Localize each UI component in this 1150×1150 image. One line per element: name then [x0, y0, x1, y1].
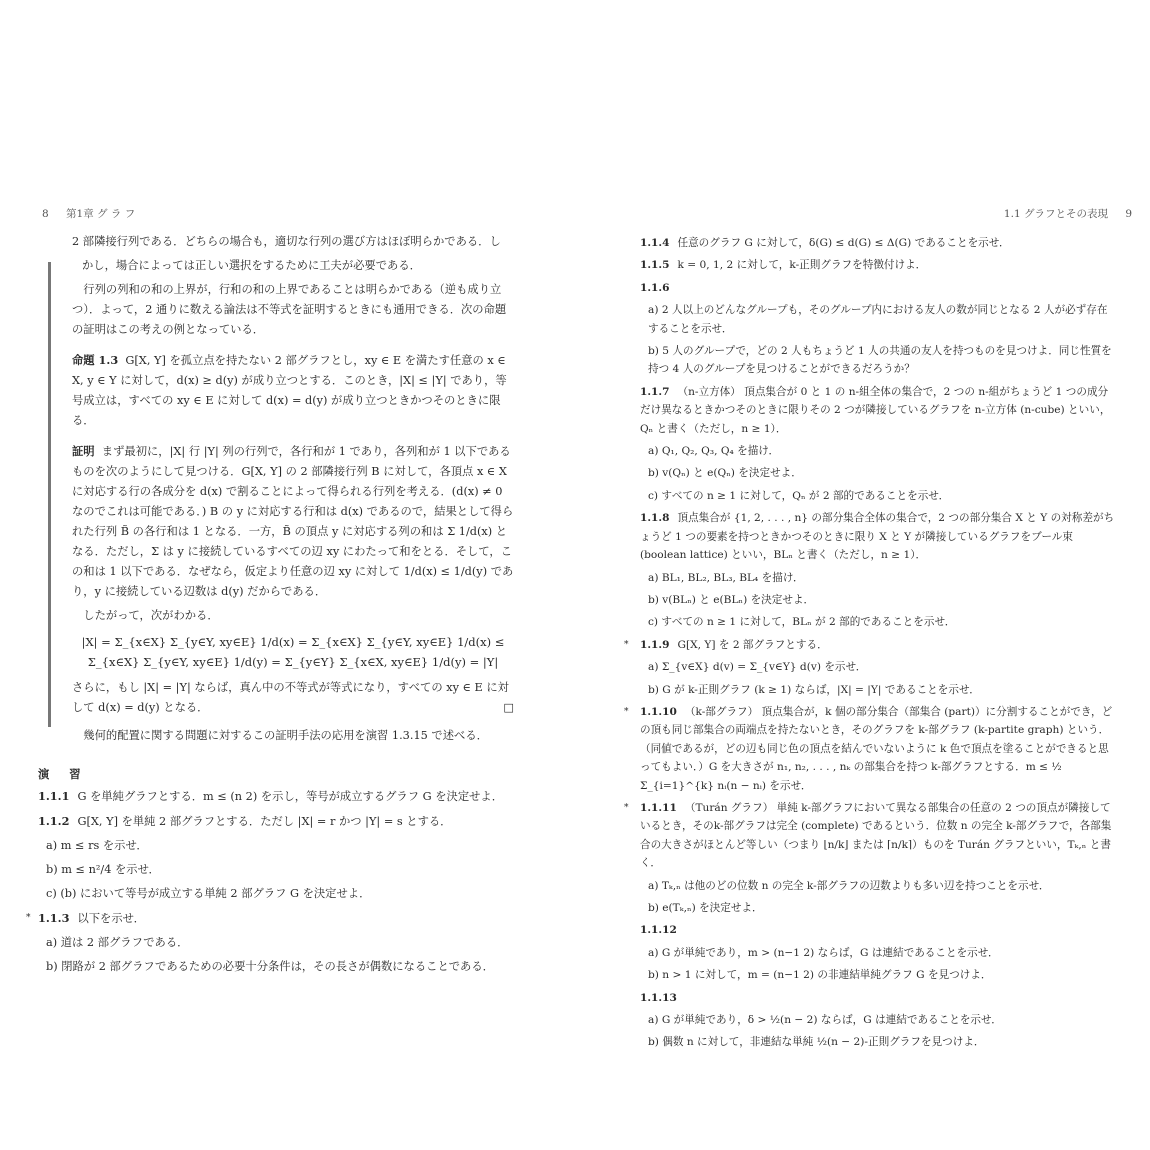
star-marker: *: [624, 802, 629, 813]
proof-therefore: したがって，次がわかる．: [83, 609, 219, 622]
page-number: 9: [1125, 208, 1132, 220]
exercise-number: 1.1.6: [640, 281, 670, 294]
proposition: [72, 350, 514, 431]
exercise: [628, 234, 1118, 252]
exercise-subitem: a) G が単純であり，δ > ½(n − 2) ならば，G は連結であることを示せ．: [648, 1014, 1002, 1027]
exercise-text: G[X, Y] を単純 2 部グラフとする．ただし |X| = r かつ |Y| = s とする．: [77, 815, 452, 828]
exercise-number: 1.1.11: [640, 801, 677, 814]
exercise-text: 任意のグラフ G に対して，δ(G) ≤ d(G) ≤ Δ(G) であることを示せ．: [677, 237, 1010, 249]
qed-symbol: □: [503, 701, 514, 714]
exercise: [30, 786, 520, 807]
exercise: [628, 279, 1118, 379]
exercise-statement: [624, 636, 1118, 654]
exercise-subitem: a) 道は 2 部グラフである．: [46, 936, 189, 949]
exercise-statement: [38, 811, 520, 832]
exercise-subitem: c) すべての n ≥ 1 に対して，BLₙ が 2 部的であることを示せ．: [648, 616, 956, 629]
exercise-text: （Turán グラフ） 単純 k-部グラフにおいて異なる部集合の任意の 2 つの頂点が隣接しているとき，そのk-部グラフは完全 (complete) であるという．位数 n の完全 k-部グラフで，各部集合の大きさがほとんど等しい（つまり ⌊n/k⌋ または ⌈n/k⌉）ものを Turán グラフといい，Tₖ,ₙ と書く．: [640, 801, 1112, 870]
exercise: [628, 921, 1118, 984]
exercise-statement: [640, 256, 1118, 274]
exercise-subitem: a) Q₁, Q₂, Q₃, Q₄ を描け．: [648, 445, 780, 458]
exercise-text: 頂点集合が {1, 2, . . . , n} の部分集合全体の集合で，2 つの部分集合 X と Y の対称差がちょうど 1 つの要素を持つときかつそのときに限り X と Y が隣接しているグラフをブール束 (boolean lattice) といい，BLₙ と書く（ただし，n ≥ 1）．: [640, 512, 1115, 562]
exercises-title: 演 習: [38, 767, 89, 781]
exercise: [624, 636, 1118, 699]
exercise-subitem: a) 2 人以上のどんなグループも，そのグループ内における友人の数が同じとなる 2 人が必ず存在することを示せ．: [648, 304, 1108, 335]
exercise-statement: [640, 383, 1118, 438]
exercise: [628, 509, 1118, 631]
exercise-number: 1.1.10: [640, 705, 677, 718]
exercise-number: 1.1.12: [640, 924, 677, 937]
exercise-subitem: b) 偶数 n に対して，非連結な単純 ½(n − 2)-正則グラフを見つけよ．: [648, 1036, 985, 1049]
exercise-subitem: b) m ≤ n²/4 を示せ．: [46, 863, 160, 876]
exercise-statement: [624, 799, 1118, 873]
exercise-number: 1.1.4: [640, 237, 670, 249]
intro-line: かし，場合によっては正しい選択をするために工夫が必要である．: [82, 259, 421, 272]
exercise-subitem: c) すべての n ≥ 1 に対して，Qₙ が 2 部的であることを示せ．: [648, 489, 950, 502]
exercise-subitem: a) BL₁, BL₂, BL₃, BL₄ を描け．: [648, 571, 804, 584]
right-body: [624, 232, 1118, 1056]
exercise-number: 1.1.2: [38, 814, 70, 828]
star-marker: *: [624, 639, 629, 650]
left-body: [26, 232, 520, 981]
exercise-statement: [640, 509, 1118, 564]
exercise: [624, 703, 1118, 795]
exercise-text: （n-立方体） 頂点集合が 0 と 1 の n-組全体の集合で，2 つの n-組がちょうど 1 つの成分だけ異なるときかつそのときに限りその 2 つが隣接しているグラフを n-立方体 (n-cube) といい，Qₙ と書く（ただし，n ≥ 1）．: [640, 385, 1111, 435]
paragraph: 行列の列和の和の上界が，行和の和の上界であることは明らかである（逆も成り立つ）．よって，2 通りに数える論法は不等式を証明するときにも通用できる．次の命題の証明はこの考えの例となっている．: [72, 283, 507, 336]
exercise-subitem: b) 5 人のグループで，どの 2 人もちょうど 1 人の共通の友人を持つものを見つけよ．同じ性質を持つ 4 人のグループを見つけることができるだろうか？: [648, 345, 1112, 376]
exercise-number: 1.1.13: [640, 991, 677, 1004]
exercise-subitem: a) Tₖ,ₙ は他のどの位数 n の完全 k-部グラフの辺数よりも多い辺を持つことを示せ．: [648, 879, 1050, 892]
exercise-list: [624, 234, 1118, 1052]
exercise-number: 1.1.7: [640, 385, 670, 398]
exercise-number: 1.1.9: [640, 638, 670, 651]
proof-closing-text: さらに，もし |X| = |Y| ならば，真ん中の不等式が等式になり，すべての xy ∈ E に対して d(x) = d(y) となる．: [72, 681, 509, 714]
exercise: [26, 908, 520, 977]
right-running-head: [1004, 206, 1146, 221]
exercise-subitem: b) 閉路が 2 部グラフであるための必要十分条件は，その長さが偶数になることである．: [46, 960, 494, 973]
exercise-subitem: b) n > 1 に対して，m = (n−1 2) の非連結単純グラフ G を見つけよ．: [648, 969, 992, 982]
proof-formula: |X| = Σ_{x∈X} Σ_{y∈Y, xy∈E} 1/d(x) = Σ_{x∈X} Σ_{y∈Y, xy∈E} 1/d(x) ≤ Σ_{x∈X} Σ_{y∈Y, xy∈E} 1/d(y) = Σ_{y∈Y} Σ_{x∈X, xy∈E} 1/d(y) = |Y|: [81, 635, 505, 669]
exercise-number: 1.1.8: [640, 512, 670, 525]
exercise-number: 1.1.3: [38, 911, 70, 925]
proposition-label: 命題 1.3: [72, 353, 119, 367]
exercise-subitem: a) Σ_{v∈X} d(v) = Σ_{v∈Y} d(v) を示せ．: [648, 661, 867, 674]
proof-text: まず最初に，|X| 行 |Y| 列の行列で，各行和が 1 であり，各列和が 1 以下であるものを次のようにして見つける．G[X, Y] の 2 部隣接行列 B に対して，各頂点 x ∈ X に対応する行の各成分を d(x) で割ることによって得られる行列を考える．(d(x) ≠ 0 なのでこれは可能である．) B の y に対応する行和は d(x) であるので，結果として得られた行列 B̃ の各行和は 1 となる．一方，B̃ の頂点 y に対応する列の和は Σ 1/d(x) となる．ただし，Σ は y に接続しているすべての辺 xy にわたって和をとる．そして，この和は 1 以下である．なぜなら，仮定より任意の辺 xy に対して 1/d(x) ≤ 1/d(y) であり，y に接続している辺数は d(y) だからである．: [72, 445, 514, 598]
exercise: [628, 989, 1118, 1052]
page-number: 8: [42, 208, 49, 220]
exercise-text: G を単純グラフとする．m ≤ (n 2) を示し，等号が成立するグラフ G を決定せよ．: [77, 790, 504, 803]
exercise-subitem: b) G が k-正則グラフ (k ≥ 1) ならば，|X| = |Y| であることを示せ．: [648, 683, 980, 696]
exercise-statement: [640, 921, 1118, 939]
exercise-subitem: a) m ≤ rs を示せ．: [46, 839, 148, 852]
proposition-text: G[X, Y] を孤立点を持たない 2 部グラフとし，xy ∈ E を満たす任意の x ∈ X, y ∈ Y に対して，d(x) ≥ d(y) が成り立つとする．このとき，|X| ≤ |Y| であり，等号成立は，すべての xy ∈ E に対して d(x) = d(y) が成り立つときかつそのときに限る．: [72, 354, 507, 427]
section-title: 1.1 グラフとその表現: [1003, 208, 1108, 220]
exercise-subitem: b) e(Tₖ,ₙ) を決定せよ．: [648, 902, 763, 914]
chapter-title: 第1章 グ ラ フ: [66, 208, 136, 220]
after-proof: 幾何的配置に関する問題に対するこの証明手法の応用を演習 1.3.15 で述べる．: [83, 729, 488, 742]
proof-label: 証明: [72, 444, 95, 458]
exercise-statement: [26, 908, 520, 929]
exercise-subitem: a) G が単純であり，m > (n−1 2) ならば，G は連結であることを示せ．: [648, 946, 999, 959]
exercise-list: [26, 786, 520, 977]
exercise: [628, 383, 1118, 505]
exercise-text: G[X, Y] を 2 部グラフとする．: [677, 638, 828, 651]
exercise-subitem: b) v(Qₙ) と e(Qₙ) を決定せよ．: [648, 467, 802, 480]
exercise-text: （k-部グラフ） 頂点集合が，k 個の部分集合（部集合 (part)）に分割することができ，どの頂も同じ部集合の両端点を持たないとき，そのグラフを k-部グラフ (k-partite graph) という．（同値であるが，どの辺も同じ色の頂点を結んでいないように k 色で頂点を塗ることができると思ってもよい．）G を大きさが n₁, n₂, . . . , nₖ の部集合を持つ k-部グラフとする．m ≤ ½ Σ_{i=1}^{k} nᵢ(n − nᵢ) を示せ．: [640, 705, 1113, 792]
exercise-number: 1.1.5: [640, 259, 670, 272]
exercise-text: 以下を示せ．: [77, 912, 145, 925]
proof: [72, 441, 514, 602]
star-marker: *: [624, 706, 629, 717]
exercise-statement: [640, 989, 1118, 1007]
proof-closing: [72, 678, 514, 718]
exercise-statement: [640, 234, 1118, 252]
exercise: [30, 811, 520, 904]
exercise-statement: [624, 703, 1118, 795]
exercise-subitem: c) (b) において等号が成立する単純 2 部グラフ G を決定せよ．: [46, 887, 371, 900]
exercise-text: k = 0, 1, 2 に対して，k-正則グラフを特徴付けよ．: [677, 259, 927, 272]
exercise-subitem: b) v(BLₙ) と e(BLₙ) を決定せよ．: [648, 593, 815, 606]
star-marker: *: [26, 913, 31, 923]
exercise-statement: [640, 279, 1118, 297]
intro-line: 2 部隣接行列である．どちらの場合も，適切な行列の選び方はほぼ明らかである．し: [72, 235, 501, 248]
exercise-number: 1.1.1: [38, 789, 70, 803]
left-running-head: [42, 206, 149, 221]
exercise: [624, 799, 1118, 917]
exercise: [628, 256, 1118, 274]
exercise-statement: [38, 786, 520, 807]
